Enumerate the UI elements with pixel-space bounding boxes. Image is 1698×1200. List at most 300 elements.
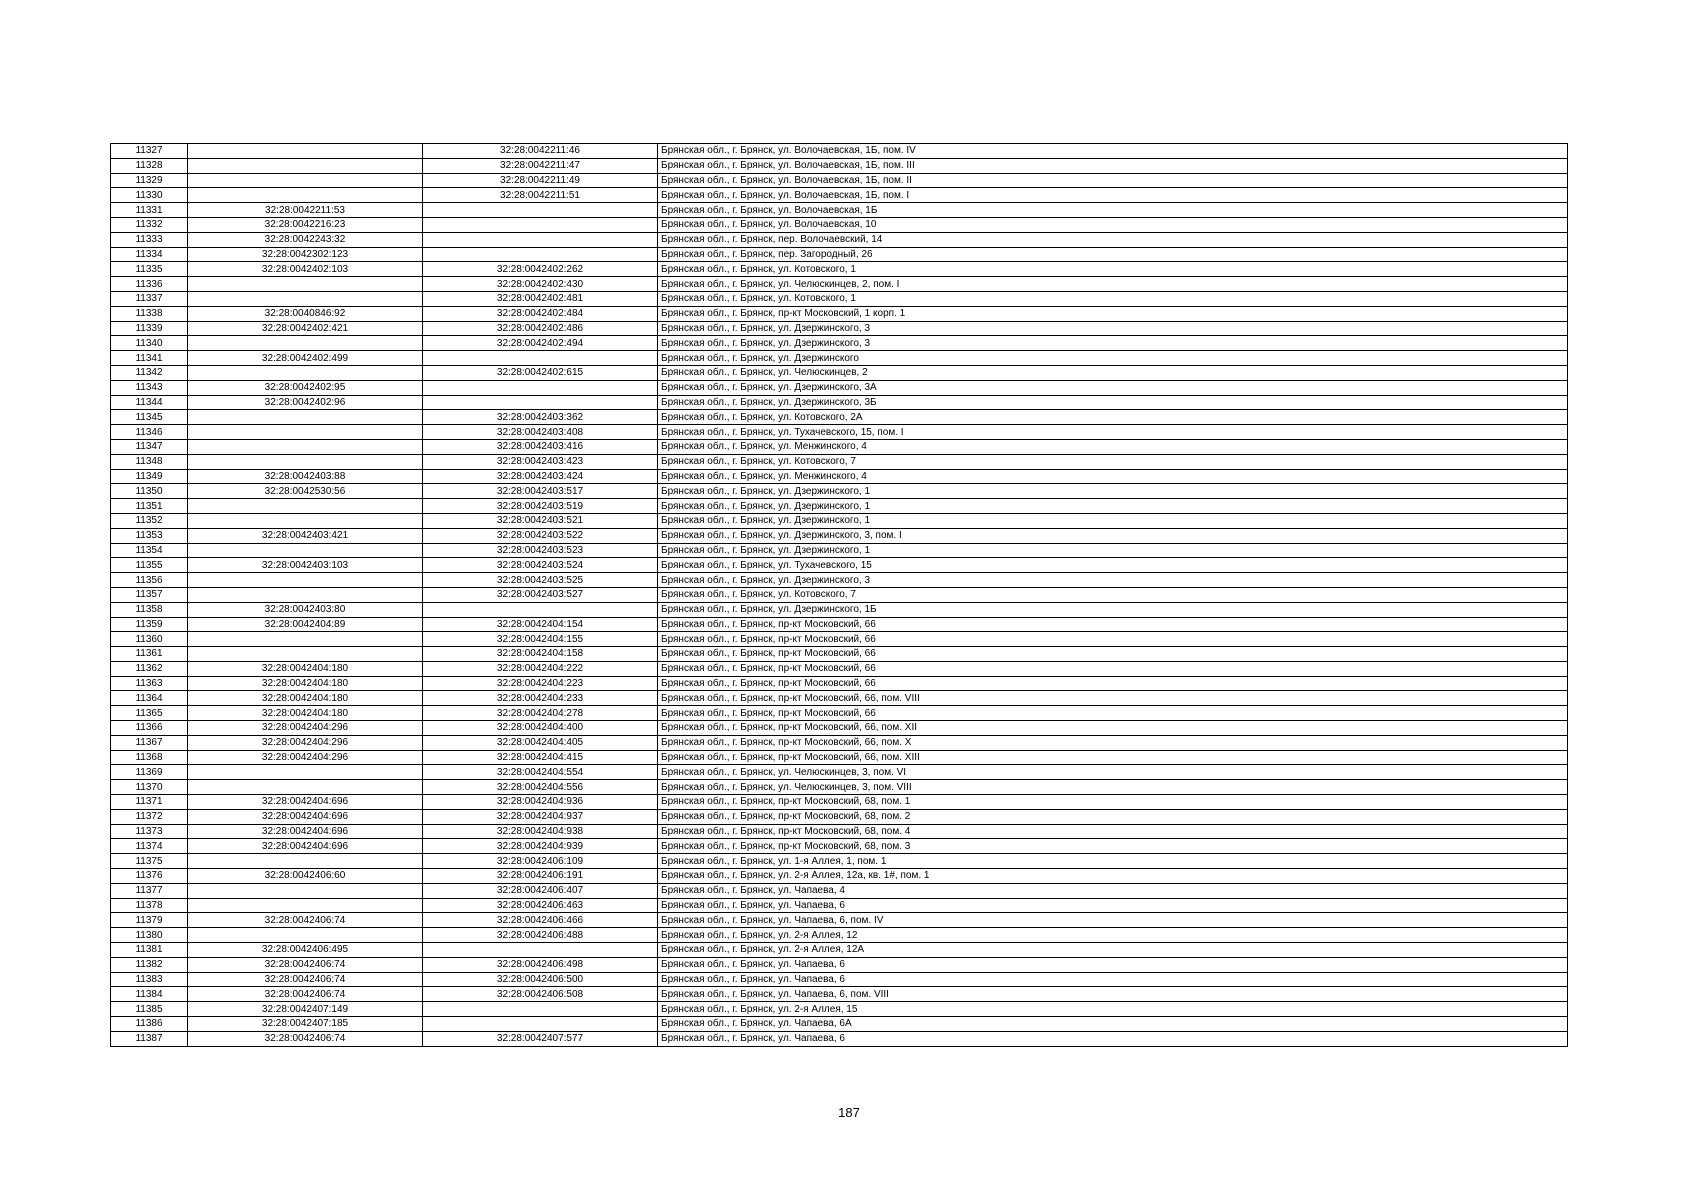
table-row	[111, 721, 1568, 736]
row-number-cell: 11344	[111, 395, 188, 410]
row-number-cell: 11330	[111, 188, 188, 203]
address-cell: Брянская обл., г. Брянск, пр-кт Московский, 66	[658, 647, 1568, 662]
cadastral-number-cell	[188, 365, 423, 380]
row-number-cell: 11336	[111, 277, 188, 292]
address-cell: Брянская обл., г. Брянск, ул. Котовского, 1	[658, 291, 1568, 306]
table-row	[111, 1017, 1568, 1032]
cadastral-number-cell: 32:28:0042406:74	[188, 1031, 423, 1046]
cadastral-number-cell	[188, 780, 423, 795]
row-number-cell: 11347	[111, 439, 188, 454]
table-row	[111, 543, 1568, 558]
table-row	[111, 484, 1568, 499]
address-cell: Брянская обл., г. Брянск, ул. Чапаева, 6	[658, 898, 1568, 913]
object-cadastral-number-cell: 32:28:0042402:484	[423, 306, 658, 321]
address-cell: Брянская обл., г. Брянск, ул. Волочаевская, 1Б	[658, 203, 1568, 218]
object-cadastral-number-cell: 32:28:0042406:508	[423, 987, 658, 1002]
row-number-cell: 11342	[111, 365, 188, 380]
table-row	[111, 232, 1568, 247]
object-cadastral-number-cell: 32:28:0042406:191	[423, 869, 658, 884]
cadastral-number-cell	[188, 410, 423, 425]
cadastral-number-cell: 32:28:0042530:56	[188, 484, 423, 499]
table-row	[111, 454, 1568, 469]
address-cell: Брянская обл., г. Брянск, ул. Волочаевская, 1Б, пом. I	[658, 188, 1568, 203]
address-cell: Брянская обл., г. Брянск, пр-кт Московский, 1 корп. 1	[658, 306, 1568, 321]
cadastral-number-cell: 32:28:0042211:53	[188, 203, 423, 218]
table-row	[111, 883, 1568, 898]
row-number-cell: 11332	[111, 217, 188, 232]
table-row	[111, 528, 1568, 543]
row-number-cell: 11356	[111, 573, 188, 588]
table-row	[111, 247, 1568, 262]
object-cadastral-number-cell: 32:28:0042404:400	[423, 721, 658, 736]
object-cadastral-number-cell	[423, 203, 658, 218]
address-cell: Брянская обл., г. Брянск, ул. Челюскинцев, 3, пом. VIII	[658, 780, 1568, 795]
address-cell: Брянская обл., г. Брянск, пр-кт Московский, 66	[658, 676, 1568, 691]
address-cell: Брянская обл., г. Брянск, ул. Челюскинцев, 2, пом. I	[658, 277, 1568, 292]
table-row	[111, 735, 1568, 750]
address-cell: Брянская обл., г. Брянск, ул. Волочаевская, 10	[658, 217, 1568, 232]
row-number-cell: 11359	[111, 617, 188, 632]
table-row	[111, 765, 1568, 780]
address-cell: Брянская обл., г. Брянск, ул. Дзержинского, 1	[658, 543, 1568, 558]
cadastral-number-cell: 32:28:0042243:32	[188, 232, 423, 247]
object-cadastral-number-cell: 32:28:0042403:424	[423, 469, 658, 484]
table-row	[111, 173, 1568, 188]
object-cadastral-number-cell: 32:28:0042403:521	[423, 513, 658, 528]
object-cadastral-number-cell	[423, 380, 658, 395]
row-number-cell: 11378	[111, 898, 188, 913]
address-cell: Брянская обл., г. Брянск, ул. Чапаева, 6	[658, 1031, 1568, 1046]
cadastral-number-cell: 32:28:0042404:180	[188, 661, 423, 676]
address-cell: Брянская обл., г. Брянск, ул. Тухачевского, 15, пом. I	[658, 425, 1568, 440]
object-cadastral-number-cell: 32:28:0042406:498	[423, 957, 658, 972]
table-row	[111, 957, 1568, 972]
object-cadastral-number-cell: 32:28:0042406:109	[423, 854, 658, 869]
row-number-cell: 11334	[111, 247, 188, 262]
cadastral-number-cell: 32:28:0042403:421	[188, 528, 423, 543]
row-number-cell: 11371	[111, 795, 188, 810]
address-cell: Брянская обл., г. Брянск, ул. Чапаева, 6	[658, 972, 1568, 987]
object-cadastral-number-cell: 32:28:0042404:415	[423, 750, 658, 765]
object-cadastral-number-cell: 32:28:0042402:494	[423, 336, 658, 351]
address-cell: Брянская обл., г. Брянск, ул. Дзержинского, 3	[658, 321, 1568, 336]
object-cadastral-number-cell	[423, 351, 658, 366]
object-cadastral-number-cell: 32:28:0042404:556	[423, 780, 658, 795]
object-cadastral-number-cell: 32:28:0042403:527	[423, 587, 658, 602]
address-cell: Брянская обл., г. Брянск, ул. Котовского, 2А	[658, 410, 1568, 425]
cadastral-number-cell: 32:28:0042406:74	[188, 972, 423, 987]
address-cell: Брянская обл., г. Брянск, ул. Волочаевская, 1Б, пом. III	[658, 158, 1568, 173]
cadastral-number-cell: 32:28:0040846:92	[188, 306, 423, 321]
row-number-cell: 11365	[111, 706, 188, 721]
address-cell: Брянская обл., г. Брянск, ул. Тухачевского, 15	[658, 558, 1568, 573]
address-cell: Брянская обл., г. Брянск, пр-кт Московский, 68, пом. 2	[658, 809, 1568, 824]
address-cell: Брянская обл., г. Брянск, ул. Дзержинского, 1	[658, 499, 1568, 514]
object-cadastral-number-cell: 32:28:0042404:155	[423, 632, 658, 647]
row-number-cell: 11338	[111, 306, 188, 321]
object-cadastral-number-cell: 32:28:0042404:937	[423, 809, 658, 824]
address-cell: Брянская обл., г. Брянск, ул. Дзержинского, 3Б	[658, 395, 1568, 410]
cadastral-number-cell: 32:28:0042402:499	[188, 351, 423, 366]
table-row	[111, 217, 1568, 232]
table-row	[111, 913, 1568, 928]
address-cell: Брянская обл., г. Брянск, ул. Дзержинского, 3	[658, 573, 1568, 588]
row-number-cell: 11375	[111, 854, 188, 869]
table-row	[111, 632, 1568, 647]
cadastral-number-cell	[188, 928, 423, 943]
row-number-cell: 11379	[111, 913, 188, 928]
table-row	[111, 410, 1568, 425]
address-cell: Брянская обл., г. Брянск, ул. Челюскинцев, 3, пом. VI	[658, 765, 1568, 780]
address-cell: Брянская обл., г. Брянск, пер. Волочаевский, 14	[658, 232, 1568, 247]
row-number-cell: 11331	[111, 203, 188, 218]
address-cell: Брянская обл., г. Брянск, ул. Дзержинского, 3А	[658, 380, 1568, 395]
row-number-cell: 11328	[111, 158, 188, 173]
address-cell: Брянская обл., г. Брянск, ул. 2-я Аллея, 15	[658, 1002, 1568, 1017]
row-number-cell: 11369	[111, 765, 188, 780]
address-cell: Брянская обл., г. Брянск, пр-кт Московский, 68, пом. 3	[658, 839, 1568, 854]
cadastral-number-cell: 32:28:0042406:74	[188, 913, 423, 928]
table-row	[111, 795, 1568, 810]
cadastral-number-cell: 32:28:0042403:80	[188, 602, 423, 617]
row-number-cell: 11352	[111, 513, 188, 528]
address-cell: Брянская обл., г. Брянск, ул. 2-я Аллея, 12а, кв. 1#, пом. 1	[658, 869, 1568, 884]
object-cadastral-number-cell: 32:28:0042404:936	[423, 795, 658, 810]
row-number-cell: 11339	[111, 321, 188, 336]
address-cell: Брянская обл., г. Брянск, ул. 1-я Аллея, 1, пом. 1	[658, 854, 1568, 869]
object-cadastral-number-cell: 32:28:0042211:47	[423, 158, 658, 173]
address-cell: Брянская обл., г. Брянск, ул. Менжинского, 4	[658, 469, 1568, 484]
row-number-cell: 11341	[111, 351, 188, 366]
row-number-cell: 11358	[111, 602, 188, 617]
object-cadastral-number-cell: 32:28:0042406:488	[423, 928, 658, 943]
object-cadastral-number-cell: 32:28:0042406:463	[423, 898, 658, 913]
cadastral-number-cell: 32:28:0042404:296	[188, 721, 423, 736]
table-row	[111, 602, 1568, 617]
cadastral-number-cell: 32:28:0042402:421	[188, 321, 423, 336]
cadastral-number-cell: 32:28:0042406:74	[188, 957, 423, 972]
row-number-cell: 11346	[111, 425, 188, 440]
object-cadastral-number-cell: 32:28:0042403:524	[423, 558, 658, 573]
object-cadastral-number-cell: 32:28:0042404:939	[423, 839, 658, 854]
cadastral-number-cell: 32:28:0042404:180	[188, 691, 423, 706]
table-row	[111, 854, 1568, 869]
address-cell: Брянская обл., г. Брянск, ул. Дзержинского, 1	[658, 513, 1568, 528]
object-cadastral-number-cell: 32:28:0042403:408	[423, 425, 658, 440]
cadastral-number-cell	[188, 291, 423, 306]
row-number-cell: 11370	[111, 780, 188, 795]
row-number-cell: 11363	[111, 676, 188, 691]
cadastral-number-cell	[188, 336, 423, 351]
object-cadastral-number-cell: 32:28:0042403:517	[423, 484, 658, 499]
table-row	[111, 291, 1568, 306]
row-number-cell: 11383	[111, 972, 188, 987]
object-cadastral-number-cell: 32:28:0042402:486	[423, 321, 658, 336]
cadastral-number-cell	[188, 499, 423, 514]
table-row	[111, 306, 1568, 321]
object-cadastral-number-cell: 32:28:0042404:278	[423, 706, 658, 721]
table-row	[111, 824, 1568, 839]
row-number-cell: 11343	[111, 380, 188, 395]
address-cell: Брянская обл., г. Брянск, пр-кт Московский, 66, пом. VIII	[658, 691, 1568, 706]
table-row	[111, 587, 1568, 602]
object-cadastral-number-cell: 32:28:0042404:938	[423, 824, 658, 839]
row-number-cell: 11386	[111, 1017, 188, 1032]
object-cadastral-number-cell	[423, 1002, 658, 1017]
cadastral-number-cell	[188, 883, 423, 898]
object-cadastral-number-cell: 32:28:0042211:46	[423, 144, 658, 159]
address-cell: Брянская обл., г. Брянск, пр-кт Московский, 68, пом. 1	[658, 795, 1568, 810]
table-row	[111, 262, 1568, 277]
address-cell: Брянская обл., г. Брянск, пр-кт Московский, 66	[658, 706, 1568, 721]
cadastral-number-cell: 32:28:0042403:88	[188, 469, 423, 484]
row-number-cell: 11360	[111, 632, 188, 647]
table-row	[111, 513, 1568, 528]
object-cadastral-number-cell	[423, 943, 658, 958]
address-cell: Брянская обл., г. Брянск, ул. Чапаева, 6А	[658, 1017, 1568, 1032]
address-cell: Брянская обл., г. Брянск, ул. Чапаева, 6, пом. VIII	[658, 987, 1568, 1002]
table-row	[111, 380, 1568, 395]
table-row	[111, 395, 1568, 410]
object-cadastral-number-cell: 32:28:0042211:51	[423, 188, 658, 203]
object-cadastral-number-cell: 32:28:0042404:554	[423, 765, 658, 780]
object-cadastral-number-cell: 32:28:0042211:49	[423, 173, 658, 188]
table-row	[111, 425, 1568, 440]
table-row	[111, 750, 1568, 765]
cadastral-number-cell: 32:28:0042402:103	[188, 262, 423, 277]
cadastral-number-cell: 32:28:0042404:180	[188, 676, 423, 691]
row-number-cell: 11354	[111, 543, 188, 558]
cadastral-number-cell	[188, 513, 423, 528]
row-number-cell: 11357	[111, 587, 188, 602]
address-cell: Брянская обл., г. Брянск, ул. 2-я Аллея, 12	[658, 928, 1568, 943]
cadastral-number-cell: 32:28:0042402:96	[188, 395, 423, 410]
cadastral-number-cell: 32:28:0042406:74	[188, 987, 423, 1002]
table-row	[111, 809, 1568, 824]
address-cell: Брянская обл., г. Брянск, пр-кт Московский, 68, пом. 4	[658, 824, 1568, 839]
cadastral-number-cell: 32:28:0042407:185	[188, 1017, 423, 1032]
cadastral-number-cell	[188, 454, 423, 469]
row-number-cell: 11350	[111, 484, 188, 499]
table-row	[111, 898, 1568, 913]
property-table-body	[111, 144, 1568, 1047]
row-number-cell: 11373	[111, 824, 188, 839]
row-number-cell: 11381	[111, 943, 188, 958]
address-cell: Брянская обл., г. Брянск, пр-кт Московский, 66, пом. XIII	[658, 750, 1568, 765]
table-row	[111, 158, 1568, 173]
row-number-cell: 11329	[111, 173, 188, 188]
cadastral-number-cell: 32:28:0042404:696	[188, 824, 423, 839]
table-row	[111, 691, 1568, 706]
row-number-cell: 11335	[111, 262, 188, 277]
address-cell: Брянская обл., г. Брянск, пр-кт Московский, 66	[658, 661, 1568, 676]
cadastral-number-cell	[188, 854, 423, 869]
cadastral-number-cell	[188, 765, 423, 780]
table-row	[111, 188, 1568, 203]
object-cadastral-number-cell: 32:28:0042407:577	[423, 1031, 658, 1046]
cadastral-number-cell: 32:28:0042404:696	[188, 839, 423, 854]
table-row	[111, 499, 1568, 514]
row-number-cell: 11382	[111, 957, 188, 972]
row-number-cell: 11368	[111, 750, 188, 765]
table-row	[111, 839, 1568, 854]
cadastral-number-cell	[188, 587, 423, 602]
object-cadastral-number-cell: 32:28:0042403:523	[423, 543, 658, 558]
row-number-cell: 11327	[111, 144, 188, 159]
row-number-cell: 11387	[111, 1031, 188, 1046]
row-number-cell: 11353	[111, 528, 188, 543]
table-row	[111, 972, 1568, 987]
row-number-cell: 11377	[111, 883, 188, 898]
address-cell: Брянская обл., г. Брянск, ул. Менжинского, 4	[658, 439, 1568, 454]
address-cell: Брянская обл., г. Брянск, пр-кт Московский, 66	[658, 632, 1568, 647]
cadastral-number-cell: 32:28:0042404:89	[188, 617, 423, 632]
cadastral-number-cell: 32:28:0042402:95	[188, 380, 423, 395]
cadastral-number-cell: 32:28:0042406:60	[188, 869, 423, 884]
row-number-cell: 11376	[111, 869, 188, 884]
object-cadastral-number-cell: 32:28:0042403:416	[423, 439, 658, 454]
cadastral-number-cell: 32:28:0042407:149	[188, 1002, 423, 1017]
table-row	[111, 277, 1568, 292]
address-cell: Брянская обл., г. Брянск, пр-кт Московский, 66	[658, 617, 1568, 632]
object-cadastral-number-cell: 32:28:0042403:423	[423, 454, 658, 469]
object-cadastral-number-cell	[423, 395, 658, 410]
table-row	[111, 987, 1568, 1002]
row-number-cell: 11374	[111, 839, 188, 854]
property-table	[110, 143, 1568, 1047]
object-cadastral-number-cell: 32:28:0042406:500	[423, 972, 658, 987]
address-cell: Брянская обл., г. Брянск, ул. Дзержинского	[658, 351, 1568, 366]
object-cadastral-number-cell: 32:28:0042403:519	[423, 499, 658, 514]
object-cadastral-number-cell: 32:28:0042403:525	[423, 573, 658, 588]
cadastral-number-cell	[188, 647, 423, 662]
cadastral-number-cell: 32:28:0042404:696	[188, 795, 423, 810]
cadastral-number-cell: 32:28:0042404:696	[188, 809, 423, 824]
cadastral-number-cell	[188, 573, 423, 588]
table-row	[111, 869, 1568, 884]
object-cadastral-number-cell: 32:28:0042403:522	[423, 528, 658, 543]
table-row	[111, 780, 1568, 795]
object-cadastral-number-cell	[423, 217, 658, 232]
table-row	[111, 469, 1568, 484]
object-cadastral-number-cell: 32:28:0042402:430	[423, 277, 658, 292]
cadastral-number-cell: 32:28:0042403:103	[188, 558, 423, 573]
cadastral-number-cell	[188, 898, 423, 913]
cadastral-number-cell	[188, 632, 423, 647]
table-row	[111, 676, 1568, 691]
table-row	[111, 573, 1568, 588]
table-row	[111, 203, 1568, 218]
address-cell: Брянская обл., г. Брянск, ул. Дзержинского, 1Б	[658, 602, 1568, 617]
table-row	[111, 365, 1568, 380]
address-cell: Брянская обл., г. Брянск, ул. Котовского, 1	[658, 262, 1568, 277]
row-number-cell: 11362	[111, 661, 188, 676]
table-row	[111, 321, 1568, 336]
row-number-cell: 11384	[111, 987, 188, 1002]
address-cell: Брянская обл., г. Брянск, ул. Котовского, 7	[658, 454, 1568, 469]
table-row	[111, 558, 1568, 573]
object-cadastral-number-cell: 32:28:0042404:233	[423, 691, 658, 706]
row-number-cell: 11355	[111, 558, 188, 573]
address-cell: Брянская обл., г. Брянск, ул. Чапаева, 4	[658, 883, 1568, 898]
row-number-cell: 11380	[111, 928, 188, 943]
address-cell: Брянская обл., г. Брянск, ул. Котовского, 7	[658, 587, 1568, 602]
table-row	[111, 928, 1568, 943]
address-cell: Брянская обл., г. Брянск, ул. Дзержинского, 3	[658, 336, 1568, 351]
row-number-cell: 11366	[111, 721, 188, 736]
address-cell: Брянская обл., г. Брянск, ул. Чапаева, 6, пом. IV	[658, 913, 1568, 928]
address-cell: Брянская обл., г. Брянск, ул. Дзержинского, 3, пом. I	[658, 528, 1568, 543]
row-number-cell: 11333	[111, 232, 188, 247]
cadastral-number-cell	[188, 543, 423, 558]
object-cadastral-number-cell: 32:28:0042404:405	[423, 735, 658, 750]
address-cell: Брянская обл., г. Брянск, ул. Волочаевская, 1Б, пом. IV	[658, 144, 1568, 159]
object-cadastral-number-cell: 32:28:0042404:223	[423, 676, 658, 691]
table-row	[111, 439, 1568, 454]
cadastral-number-cell: 32:28:0042302:123	[188, 247, 423, 262]
address-cell: Брянская обл., г. Брянск, ул. Челюскинцев, 2	[658, 365, 1568, 380]
object-cadastral-number-cell: 32:28:0042406:466	[423, 913, 658, 928]
cadastral-number-cell	[188, 277, 423, 292]
table-row	[111, 706, 1568, 721]
table-row	[111, 144, 1568, 159]
object-cadastral-number-cell	[423, 232, 658, 247]
address-cell: Брянская обл., г. Брянск, ул. 2-я Аллея, 12А	[658, 943, 1568, 958]
table-row	[111, 1031, 1568, 1046]
object-cadastral-number-cell: 32:28:0042406:407	[423, 883, 658, 898]
cadastral-number-cell	[188, 439, 423, 454]
address-cell: Брянская обл., г. Брянск, ул. Волочаевская, 1Б, пом. II	[658, 173, 1568, 188]
table-row	[111, 1002, 1568, 1017]
object-cadastral-number-cell: 32:28:0042404:154	[423, 617, 658, 632]
table-row	[111, 336, 1568, 351]
row-number-cell: 11364	[111, 691, 188, 706]
cadastral-number-cell	[188, 158, 423, 173]
row-number-cell: 11361	[111, 647, 188, 662]
cadastral-number-cell: 32:28:0042404:296	[188, 750, 423, 765]
object-cadastral-number-cell: 32:28:0042403:362	[423, 410, 658, 425]
address-cell: Брянская обл., г. Брянск, ул. Дзержинского, 1	[658, 484, 1568, 499]
address-cell: Брянская обл., г. Брянск, ул. Чапаева, 6	[658, 957, 1568, 972]
row-number-cell: 11340	[111, 336, 188, 351]
row-number-cell: 11372	[111, 809, 188, 824]
cadastral-number-cell: 32:28:0042406:495	[188, 943, 423, 958]
object-cadastral-number-cell	[423, 247, 658, 262]
page-number: 187	[838, 1105, 860, 1120]
object-cadastral-number-cell: 32:28:0042404:222	[423, 661, 658, 676]
row-number-cell: 11349	[111, 469, 188, 484]
row-number-cell: 11345	[111, 410, 188, 425]
cadastral-number-cell	[188, 188, 423, 203]
cadastral-number-cell: 32:28:0042404:296	[188, 735, 423, 750]
address-cell: Брянская обл., г. Брянск, пр-кт Московский, 66, пом. XII	[658, 721, 1568, 736]
row-number-cell: 11348	[111, 454, 188, 469]
cadastral-number-cell	[188, 173, 423, 188]
object-cadastral-number-cell: 32:28:0042402:481	[423, 291, 658, 306]
object-cadastral-number-cell	[423, 1017, 658, 1032]
address-cell: Брянская обл., г. Брянск, пр-кт Московский, 66, пом. X	[658, 735, 1568, 750]
table-row	[111, 617, 1568, 632]
table-row	[111, 351, 1568, 366]
object-cadastral-number-cell: 32:28:0042404:158	[423, 647, 658, 662]
object-cadastral-number-cell: 32:28:0042402:615	[423, 365, 658, 380]
row-number-cell: 11351	[111, 499, 188, 514]
table-row	[111, 647, 1568, 662]
row-number-cell: 11337	[111, 291, 188, 306]
table-row	[111, 661, 1568, 676]
row-number-cell: 11385	[111, 1002, 188, 1017]
table-row	[111, 943, 1568, 958]
